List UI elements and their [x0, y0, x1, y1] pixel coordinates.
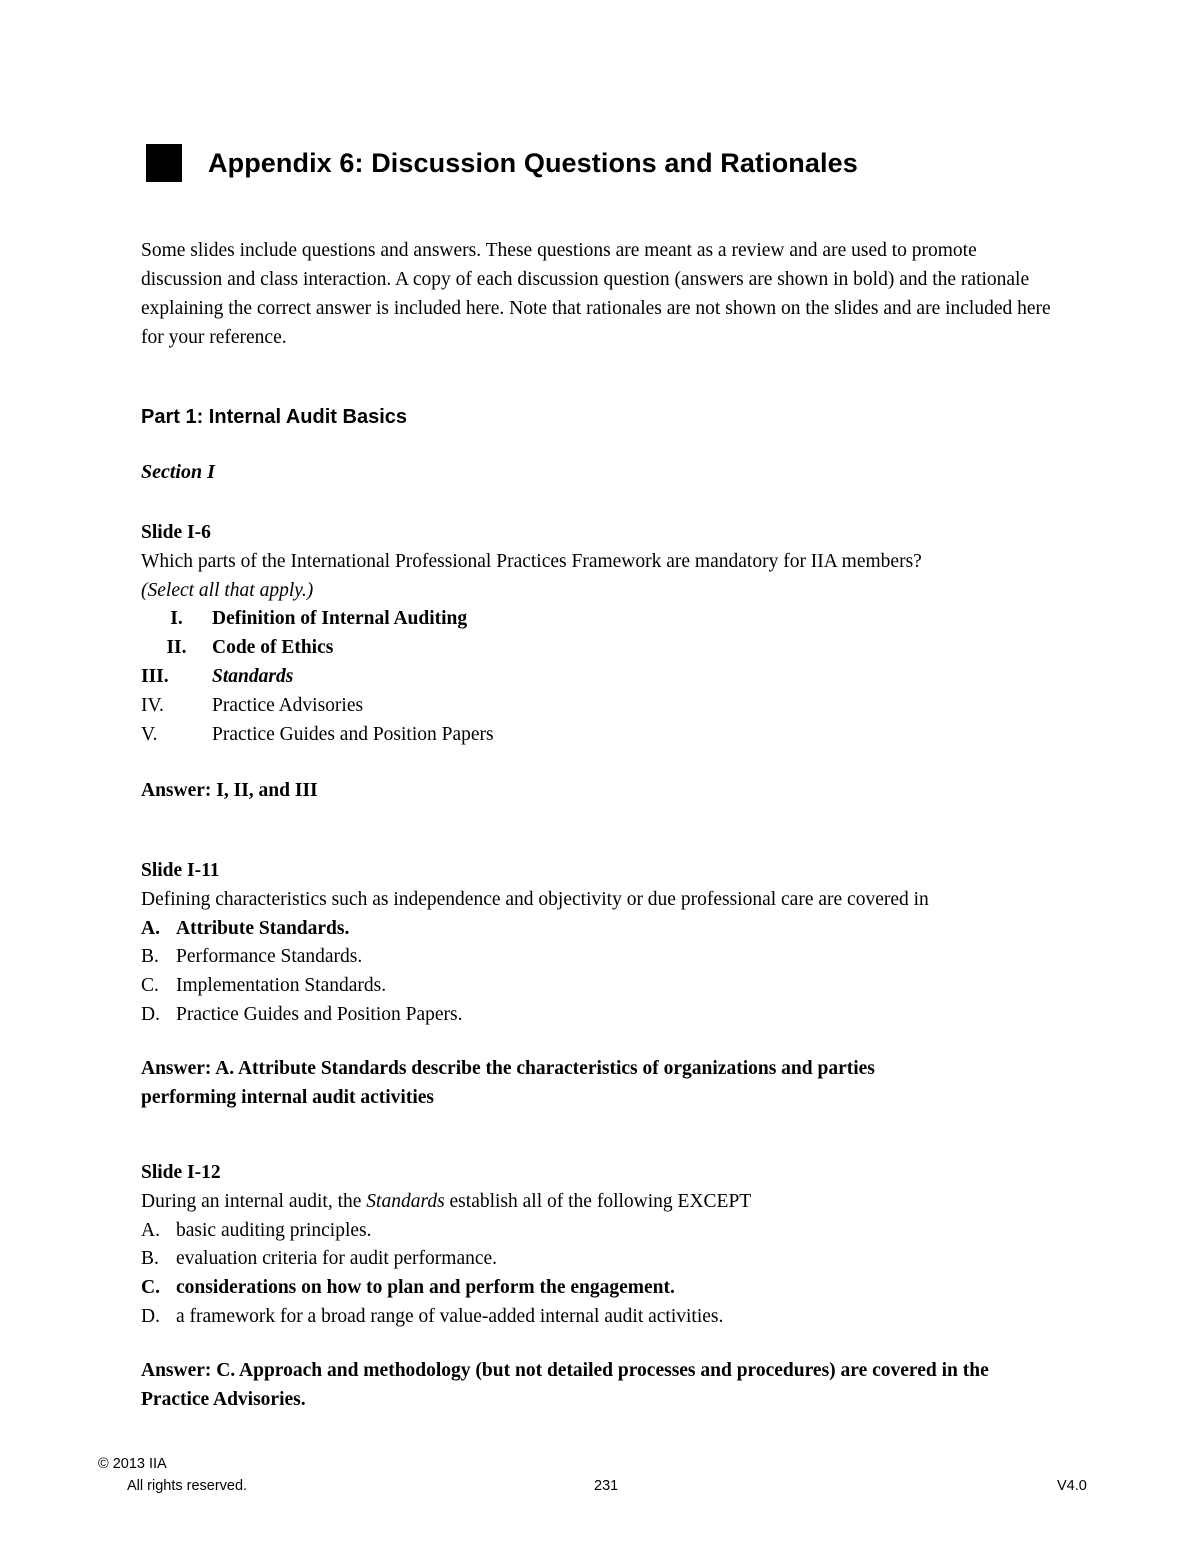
option-item	[141, 1217, 1071, 1246]
slide-title: Slide I-6	[141, 522, 211, 543]
slide-question-block	[141, 857, 1071, 1112]
option-number: D.	[141, 1003, 160, 1025]
option-item	[141, 943, 1071, 972]
question-text	[141, 1188, 1071, 1217]
option-text: Definition of Internal Auditing	[212, 608, 468, 630]
option-number: B.	[141, 946, 159, 968]
option-text: basic auditing principles.	[176, 1219, 372, 1241]
option-item	[141, 634, 1071, 663]
option-text: Practice Guides and Position Papers.	[176, 1003, 463, 1025]
option-number: II.	[166, 637, 187, 659]
option-number: C.	[141, 1277, 160, 1299]
appendix-heading	[146, 144, 858, 182]
heading-square-marker	[146, 144, 182, 182]
part-title: Part 1: Internal Audit Basics	[141, 406, 407, 428]
question-instruction: (Select all that apply.)	[141, 579, 314, 601]
option-number: B.	[141, 1248, 159, 1270]
section-label: Section I	[141, 461, 215, 483]
option-text: evaluation criteria for audit performance.	[176, 1248, 498, 1270]
option-text: Implementation Standards.	[176, 975, 387, 997]
question-text: Which parts of the International Professional Practices Framework are mandatory for IIA members?	[141, 550, 922, 572]
option-number: A.	[141, 1219, 160, 1241]
page-number: 231	[594, 1478, 619, 1494]
option-number: V.	[141, 723, 158, 745]
option-item	[141, 663, 1071, 692]
option-text: Performance Standards.	[176, 946, 363, 968]
slide-title: Slide I-11	[141, 860, 220, 881]
question-text: Defining characteristics such as independence and objectivity or due professional care are covered in	[141, 888, 929, 910]
option-number: A.	[141, 917, 160, 939]
option-item	[141, 1001, 1071, 1030]
option-text: Practice Advisories	[212, 694, 364, 716]
option-item	[141, 692, 1071, 721]
slide-question-block	[141, 519, 1071, 806]
option-item	[141, 1303, 1071, 1332]
option-text: Attribute Standards.	[176, 917, 350, 939]
option-text: considerations on how to plan and perform the engagement.	[176, 1277, 675, 1299]
slide-title: Slide I-12	[141, 1162, 221, 1183]
option-text: Practice Guides and Position Papers	[212, 723, 494, 745]
option-item	[141, 721, 1071, 750]
option-item	[141, 1274, 1071, 1303]
slide-question-block	[141, 1159, 1071, 1414]
option-number: D.	[141, 1305, 160, 1327]
answer-text: Answer: C. Approach and methodology (but not detailed processes and procedures) are covered in the Practice Advisories.	[141, 1359, 989, 1410]
question-text-end: establish all of the following EXCEPT	[444, 1190, 752, 1212]
option-number: C.	[141, 975, 159, 997]
option-text: a framework for a broad range of value-added internal audit activities.	[176, 1305, 724, 1327]
option-text: Code of Ethics	[212, 637, 334, 659]
intro-paragraph: Some slides include questions and answers. These questions are meant as a review and are used to promote discussion and class interaction. A copy of each discussion question (answers are shown in bold) and the rationale explaining the correct answer is included here. Note that rationales are not shown on the slides and are included here for your reference.	[141, 240, 1051, 348]
rights-text: All rights reserved.	[127, 1478, 248, 1494]
version-label: V4.0	[1057, 1478, 1087, 1494]
answer-text: Answer: I, II, and III	[141, 780, 318, 802]
page-title: Appendix 6: Discussion Questions and Rationales	[208, 147, 858, 178]
option-text: Standards	[212, 665, 294, 687]
answer-text: Answer: A. Attribute Standards describe the characteristics of organizations and parties performing internal audit activities	[141, 1057, 875, 1108]
option-item	[141, 915, 1071, 944]
option-item	[141, 1245, 1071, 1274]
question-text-emphasis: Standards	[366, 1190, 445, 1212]
option-number: III.	[141, 665, 169, 687]
option-item	[141, 972, 1071, 1001]
option-number: IV.	[141, 694, 164, 716]
copyright-text: © 2013 IIA	[98, 1456, 167, 1472]
option-item	[141, 605, 1071, 634]
option-number: I.	[170, 608, 183, 630]
question-text-start: During an internal audit, the	[141, 1190, 367, 1212]
